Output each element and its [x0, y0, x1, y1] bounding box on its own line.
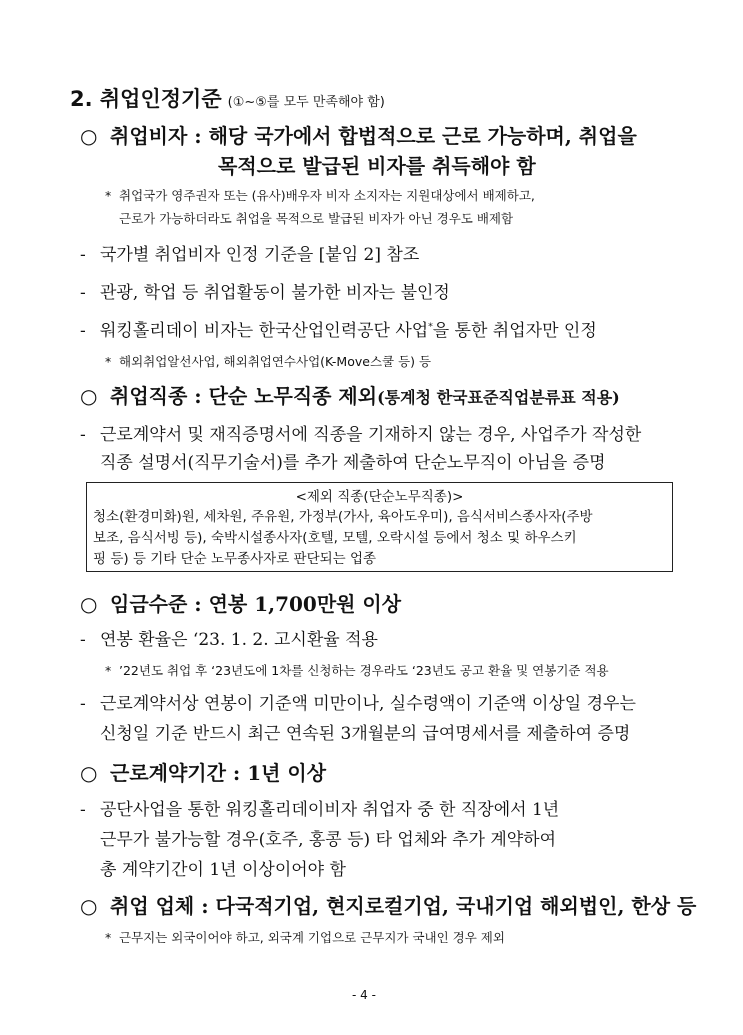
company-note-1 [105, 928, 505, 946]
period-item-1 [80, 795, 559, 820]
dash-icon: - [80, 245, 86, 265]
criterion-wage-line1: 임금수준 : 연봉 1,700만원 이상 [110, 592, 402, 616]
dash-icon: - [80, 425, 86, 445]
excluded-jobs-line-2: 보조, 음식서빙 등), 숙박시설종사자(호텔, 모텔, 오락시설 등에서 청소 및 하우스키 [93, 530, 577, 546]
wage-item-2 [80, 689, 636, 714]
criterion-job [80, 380, 620, 409]
wage-note-1 [105, 661, 609, 679]
excluded-jobs-line-1: 청소(환경미화)원, 세차원, 주유원, 가정부(가사, 육아도우미), 음식서비스종사자(주방 [93, 509, 593, 525]
excluded-jobs-heading: <제외 직종(단순노무직종)> [295, 489, 464, 505]
section-title-text: 2. 취업인정기준 [70, 87, 222, 111]
criterion-period [80, 757, 326, 786]
period-item-1-text-a: 공단사업을 통한 워킹홀리데이비자 취업자 중 한 직장에서 1년 [100, 800, 560, 820]
visa-item-3 [80, 316, 597, 341]
criterion-visa-line2: 목적으로 발급된 비자를 취득해야 함 [218, 154, 536, 178]
visa-item-3-text-a: 워킹홀리데이 비자는 한국산업인력공단 사업 [100, 321, 429, 341]
period-item-1-text-b: 근무가 불가능할 경우(호주, 홍콩 등) 타 업체와 추가 계약하여 [100, 830, 557, 850]
bullet-circle-icon: ○ [80, 894, 98, 918]
wage-item-2-text-b: 신청일 기준 반드시 최근 연속된 3개월분의 급여명세서를 제출하여 증명 [100, 724, 631, 744]
wage-item-1-text: 연봉 환율은 ‘23. 1. 2. 고시환율 적용 [100, 630, 378, 650]
visa-item-3-text-b: 을 통한 취업자만 인정 [432, 321, 597, 341]
wage-item-1 [80, 625, 378, 650]
criterion-period-line1: 근로계약기간 : 1년 이상 [110, 761, 327, 785]
page-number: - 4 - [352, 988, 376, 1002]
asterisk-icon: * [105, 188, 112, 203]
job-item-1 [80, 420, 641, 445]
wage-item-2-text-a: 근로계약서상 연봉이 기준액 미만이나, 실수령액이 기준액 이상일 경우는 [100, 694, 636, 714]
asterisk-icon: * [105, 354, 112, 369]
visa-note-1-text: 취업국가 영주권자 또는 (유사)배우자 비자 소지자는 지원대상에서 배제하고, [119, 188, 535, 203]
bullet-circle-icon: ○ [80, 592, 98, 616]
job-item-1-text-b: 직종 설명서(직무기술서)를 추가 제출하여 단순노무직이 아님을 증명 [100, 453, 606, 473]
criterion-company [80, 890, 696, 919]
dash-icon: - [80, 800, 86, 820]
visa-item-1 [80, 240, 419, 265]
visa-note-2: 근로가 가능하더라도 취업을 목적으로 발급된 비자가 아닌 경우도 배제함 [119, 211, 514, 226]
criterion-job-line1: 취업직종 : 단순 노무직종 제외 [110, 384, 378, 408]
visa-item-2-text: 관광, 학업 등 취업활동이 불가한 비자는 불인정 [100, 283, 450, 303]
bullet-circle-icon: ○ [80, 761, 98, 785]
visa-item-1-text: 국가별 취업비자 인정 기준을 [붙임 2] 참조 [100, 245, 420, 265]
dash-icon: - [80, 630, 86, 650]
wage-note-1-text: ’22년도 취업 후 ‘23년도에 1차를 신청하는 경우라도 ‘23년도 공고 환율 및 연봉기준 적용 [119, 663, 609, 678]
period-item-1-text-c: 총 계약기간이 1년 이상이어야 함 [100, 860, 346, 880]
asterisk-icon: * [105, 663, 112, 678]
criterion-company-line1: 취업 업체 : 다국적기업, 현지로컬기업, 국내기업 해외법인, 한상 등 [110, 894, 697, 918]
job-item-1-text-a: 근로계약서 및 재직증명서에 직종을 기재하지 않는 경우, 사업주가 작성한 [100, 425, 642, 445]
visa-note-3-text: 해외취업알선사업, 해외취업연수사업(K-Move스쿨 등) 등 [119, 354, 432, 369]
excluded-jobs-box [86, 482, 673, 572]
visa-note-1 [105, 186, 535, 204]
section-title [70, 83, 385, 113]
criterion-visa-line1: 취업비자 : 해당 국가에서 합법적으로 근로 가능하며, 취업을 [110, 124, 637, 148]
section-title-note: (①~⑤를 모두 만족해야 함) [227, 95, 385, 110]
bullet-circle-icon: ○ [80, 124, 98, 148]
excluded-jobs-line-3: 핑 등) 등 기타 단순 노무종사자로 판단되는 업종 [93, 551, 377, 567]
visa-note-3 [105, 352, 431, 370]
bullet-circle-icon: ○ [80, 384, 98, 408]
company-note-1-text: 근무지는 외국이어야 하고, 외국계 기업으로 근무지가 국내인 경우 제외 [119, 930, 505, 945]
asterisk-icon: * [105, 930, 112, 945]
criterion-job-sub: (통계청 한국표준직업분류표 적용) [377, 388, 620, 407]
footnote-marker: * [428, 322, 433, 333]
visa-item-2 [80, 278, 450, 303]
dash-icon: - [80, 283, 86, 303]
dash-icon: - [80, 694, 86, 714]
dash-icon: - [80, 321, 86, 341]
criterion-visa [80, 120, 637, 149]
criterion-wage [80, 588, 401, 617]
